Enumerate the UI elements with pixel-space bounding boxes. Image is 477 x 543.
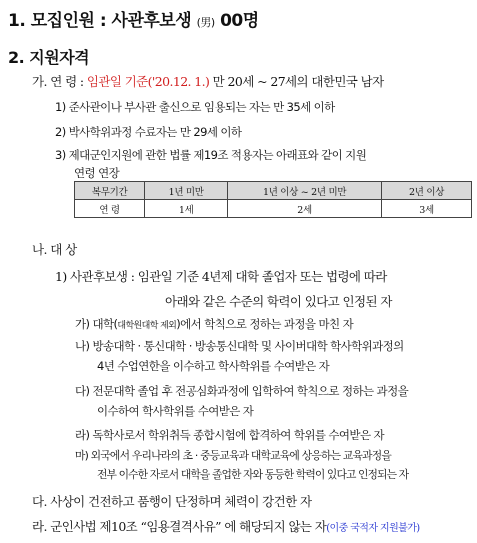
table-cell: 3세 xyxy=(382,200,472,218)
target-ma-1: 마) 외국에서 우리나라의 초 · 중등교육과 대학교육에 상응하는 교육과정을 xyxy=(75,449,391,462)
table-cell: 연 령 xyxy=(75,200,145,218)
target-na-2: 4년 수업연한을 이수하고 학사학위를 수여받은 자 xyxy=(97,359,330,373)
age-item-2: 2) 박사학위과정 수료자는 만 29세 이하 xyxy=(55,125,242,139)
age-extension-table xyxy=(74,181,472,218)
age-item-3-cont: 연령 연장 xyxy=(74,166,120,180)
target-item-1: 1) 사관후보생 : 임관일 기준 4년제 대학 졸업자 또는 법령에 따라 xyxy=(55,269,387,284)
target-da-2: 이수하여 학사학위를 수여받은 자 xyxy=(97,404,254,418)
target-ra-1: 라) 독학사로서 학위취득 종합시험에 합격하여 학위를 수여받은 자 xyxy=(75,428,385,442)
age-item-1: 1) 준사관이나 부사관 출신으로 임용되는 자는 만 35세 이하 xyxy=(55,100,335,114)
table-header-cell: 2년 이상 xyxy=(382,182,472,200)
target-ma-2: 전부 이수한 자로서 대학을 졸업한 자와 동등한 학력이 있다고 인정되는 자 xyxy=(97,468,409,481)
ra-section-note: (이중 국적자 지원불가) xyxy=(326,523,420,534)
target-ga xyxy=(75,316,353,332)
age-line xyxy=(32,72,384,90)
table-header-cell: 복무기간 xyxy=(75,182,145,200)
recruit-title: 모집인원 : 사관후보생 xyxy=(30,11,192,31)
da-section: 다. 사상이 건전하고 품행이 단정하며 체력이 강건한 자 xyxy=(32,494,312,509)
target-na-1: 나) 방송대학 · 통신대학 · 방송통신대학 및 사이버대학 학사학위과정의 xyxy=(75,339,404,353)
recruit-count: 00명 xyxy=(220,11,259,31)
table-header-cell: 1년 이상 ~ 2년 미만 xyxy=(228,182,382,200)
age-item-3: 3) 제대군인지원에 관한 법률 제19조 적용자는 아래표와 같이 지원 xyxy=(55,148,367,162)
table-row xyxy=(75,200,472,218)
target-ga-small: 대학원대학 제외 xyxy=(117,321,177,331)
table-cell: 1세 xyxy=(145,200,228,218)
target-label: 나. 대 상 xyxy=(32,242,77,257)
table-cell: 2세 xyxy=(228,200,382,218)
age-basis: 임관일 기준('20.12. 1.) xyxy=(86,74,210,89)
age-label: 가. 연 령 : xyxy=(32,74,87,89)
target-item-1-cont: 아래와 같은 수준의 학력이 있다고 인정된 자 xyxy=(165,294,392,309)
table-header-cell: 1년 미만 xyxy=(145,182,228,200)
recruit-heading xyxy=(8,6,259,31)
target-ga-a: 가) 대학( xyxy=(75,317,118,331)
recruit-gender: (男) xyxy=(196,16,215,29)
section2-title: 지원자격 xyxy=(29,48,90,67)
target-ga-b: )에서 학칙으로 정하는 과정을 마친 자 xyxy=(176,317,354,331)
section2-number: 2. xyxy=(8,48,25,67)
ra-section xyxy=(32,517,420,535)
section2-heading xyxy=(8,45,89,68)
table-header-row xyxy=(75,182,472,200)
recruit-number: 1. xyxy=(8,11,26,31)
ra-section-text: 라. 군인사법 제10조 “임용결격사유” 에 해당되지 않는 자 xyxy=(32,519,327,534)
age-rest: 만 20세 ~ 27세의 대한민국 남자 xyxy=(209,74,384,89)
target-da-1: 다) 전문대학 졸업 후 전공심화과정에 입학하여 학칙으로 정하는 과정을 xyxy=(75,384,409,398)
